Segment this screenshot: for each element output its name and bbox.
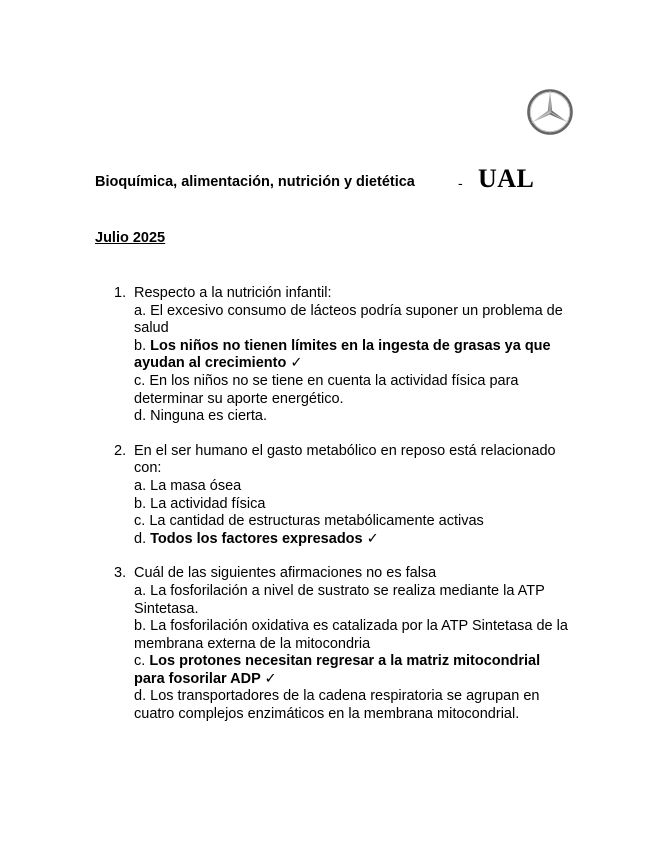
option-letter: d.	[134, 408, 147, 425]
answer-option	[134, 688, 574, 723]
option-text: Los protones necesitan regresar a la matriz mitocondrial para fosorilar ADP	[134, 653, 541, 687]
answer-option-correct	[134, 338, 574, 373]
check-mark-icon: ✓	[264, 670, 277, 687]
answer-option-correct	[134, 531, 574, 549]
question-stem: En el ser humano el gasto metabólico en reposo está relacionado con:	[134, 442, 556, 477]
answer-option	[134, 478, 574, 496]
option-letter: b.	[134, 495, 147, 512]
university-name: UAL	[478, 164, 535, 193]
option-text: La actividad física	[150, 495, 266, 512]
question-stem: Respecto a la nutrición infantil:	[134, 285, 332, 301]
option-text: Los transportadores de la cadena respiratoria se agrupan en cuatro complejos enzimáticos en la membrana mitocondrial.	[134, 688, 540, 723]
option-letter: b.	[134, 618, 147, 635]
check-mark-icon: ✓	[290, 355, 303, 372]
option-text: La masa ósea	[150, 477, 242, 494]
question-item	[114, 565, 574, 723]
question-stem: Cuál de las siguientes afirmaciones no es falsa	[134, 565, 437, 582]
answer-option-correct	[134, 653, 574, 688]
option-text: El excesivo consumo de lácteos podría suponer un problema de salud	[134, 302, 563, 337]
question-item	[114, 285, 574, 426]
subject-title: Bioquímica, alimentación, nutrición y dietética	[95, 174, 415, 190]
question-number: 2.	[114, 442, 127, 459]
option-text: En los niños no se tiene en cuenta la actividad física para determinar su aporte energético.	[134, 372, 519, 407]
option-letter: b.	[134, 337, 147, 354]
option-text: Ninguna es cierta.	[150, 408, 267, 425]
answer-option	[134, 373, 574, 408]
answer-option	[134, 496, 574, 514]
title-separator: -	[458, 175, 463, 191]
check-mark-icon: ✓	[366, 530, 379, 547]
exam-date: Julio 2025	[95, 230, 166, 246]
option-letter: d.	[134, 530, 147, 547]
option-text: La fosforilación a nivel de sustrato se realiza mediante la ATP Sintetasa.	[134, 582, 545, 617]
question-number: 3.	[114, 565, 127, 582]
option-text: La cantidad de estructuras metabólicamente activas	[149, 513, 484, 530]
question-item	[114, 443, 574, 549]
answer-option	[134, 513, 574, 531]
option-letter: a.	[134, 582, 147, 599]
answer-option	[134, 583, 574, 618]
question-list	[114, 285, 574, 741]
option-letter: d.	[134, 688, 147, 705]
option-text: Todos los factores expresados	[150, 530, 363, 547]
answer-option	[134, 408, 574, 426]
option-letter: c.	[134, 653, 146, 670]
option-letter: c.	[134, 372, 146, 389]
question-number: 1.	[114, 285, 127, 301]
three-pointed-star-logo-icon	[526, 88, 574, 136]
option-letter: a.	[134, 302, 147, 319]
option-text: Los niños no tienen límites en la ingesta de grasas ya que ayudan al crecimiento	[134, 337, 551, 372]
option-text: La fosforilación oxidativa es catalizada por la ATP Sintetasa de la membrana externa de la mitocondria	[134, 618, 568, 652]
option-letter: a.	[134, 477, 147, 494]
answer-option	[134, 303, 574, 338]
option-letter: c.	[134, 513, 146, 530]
answer-option	[134, 618, 574, 653]
